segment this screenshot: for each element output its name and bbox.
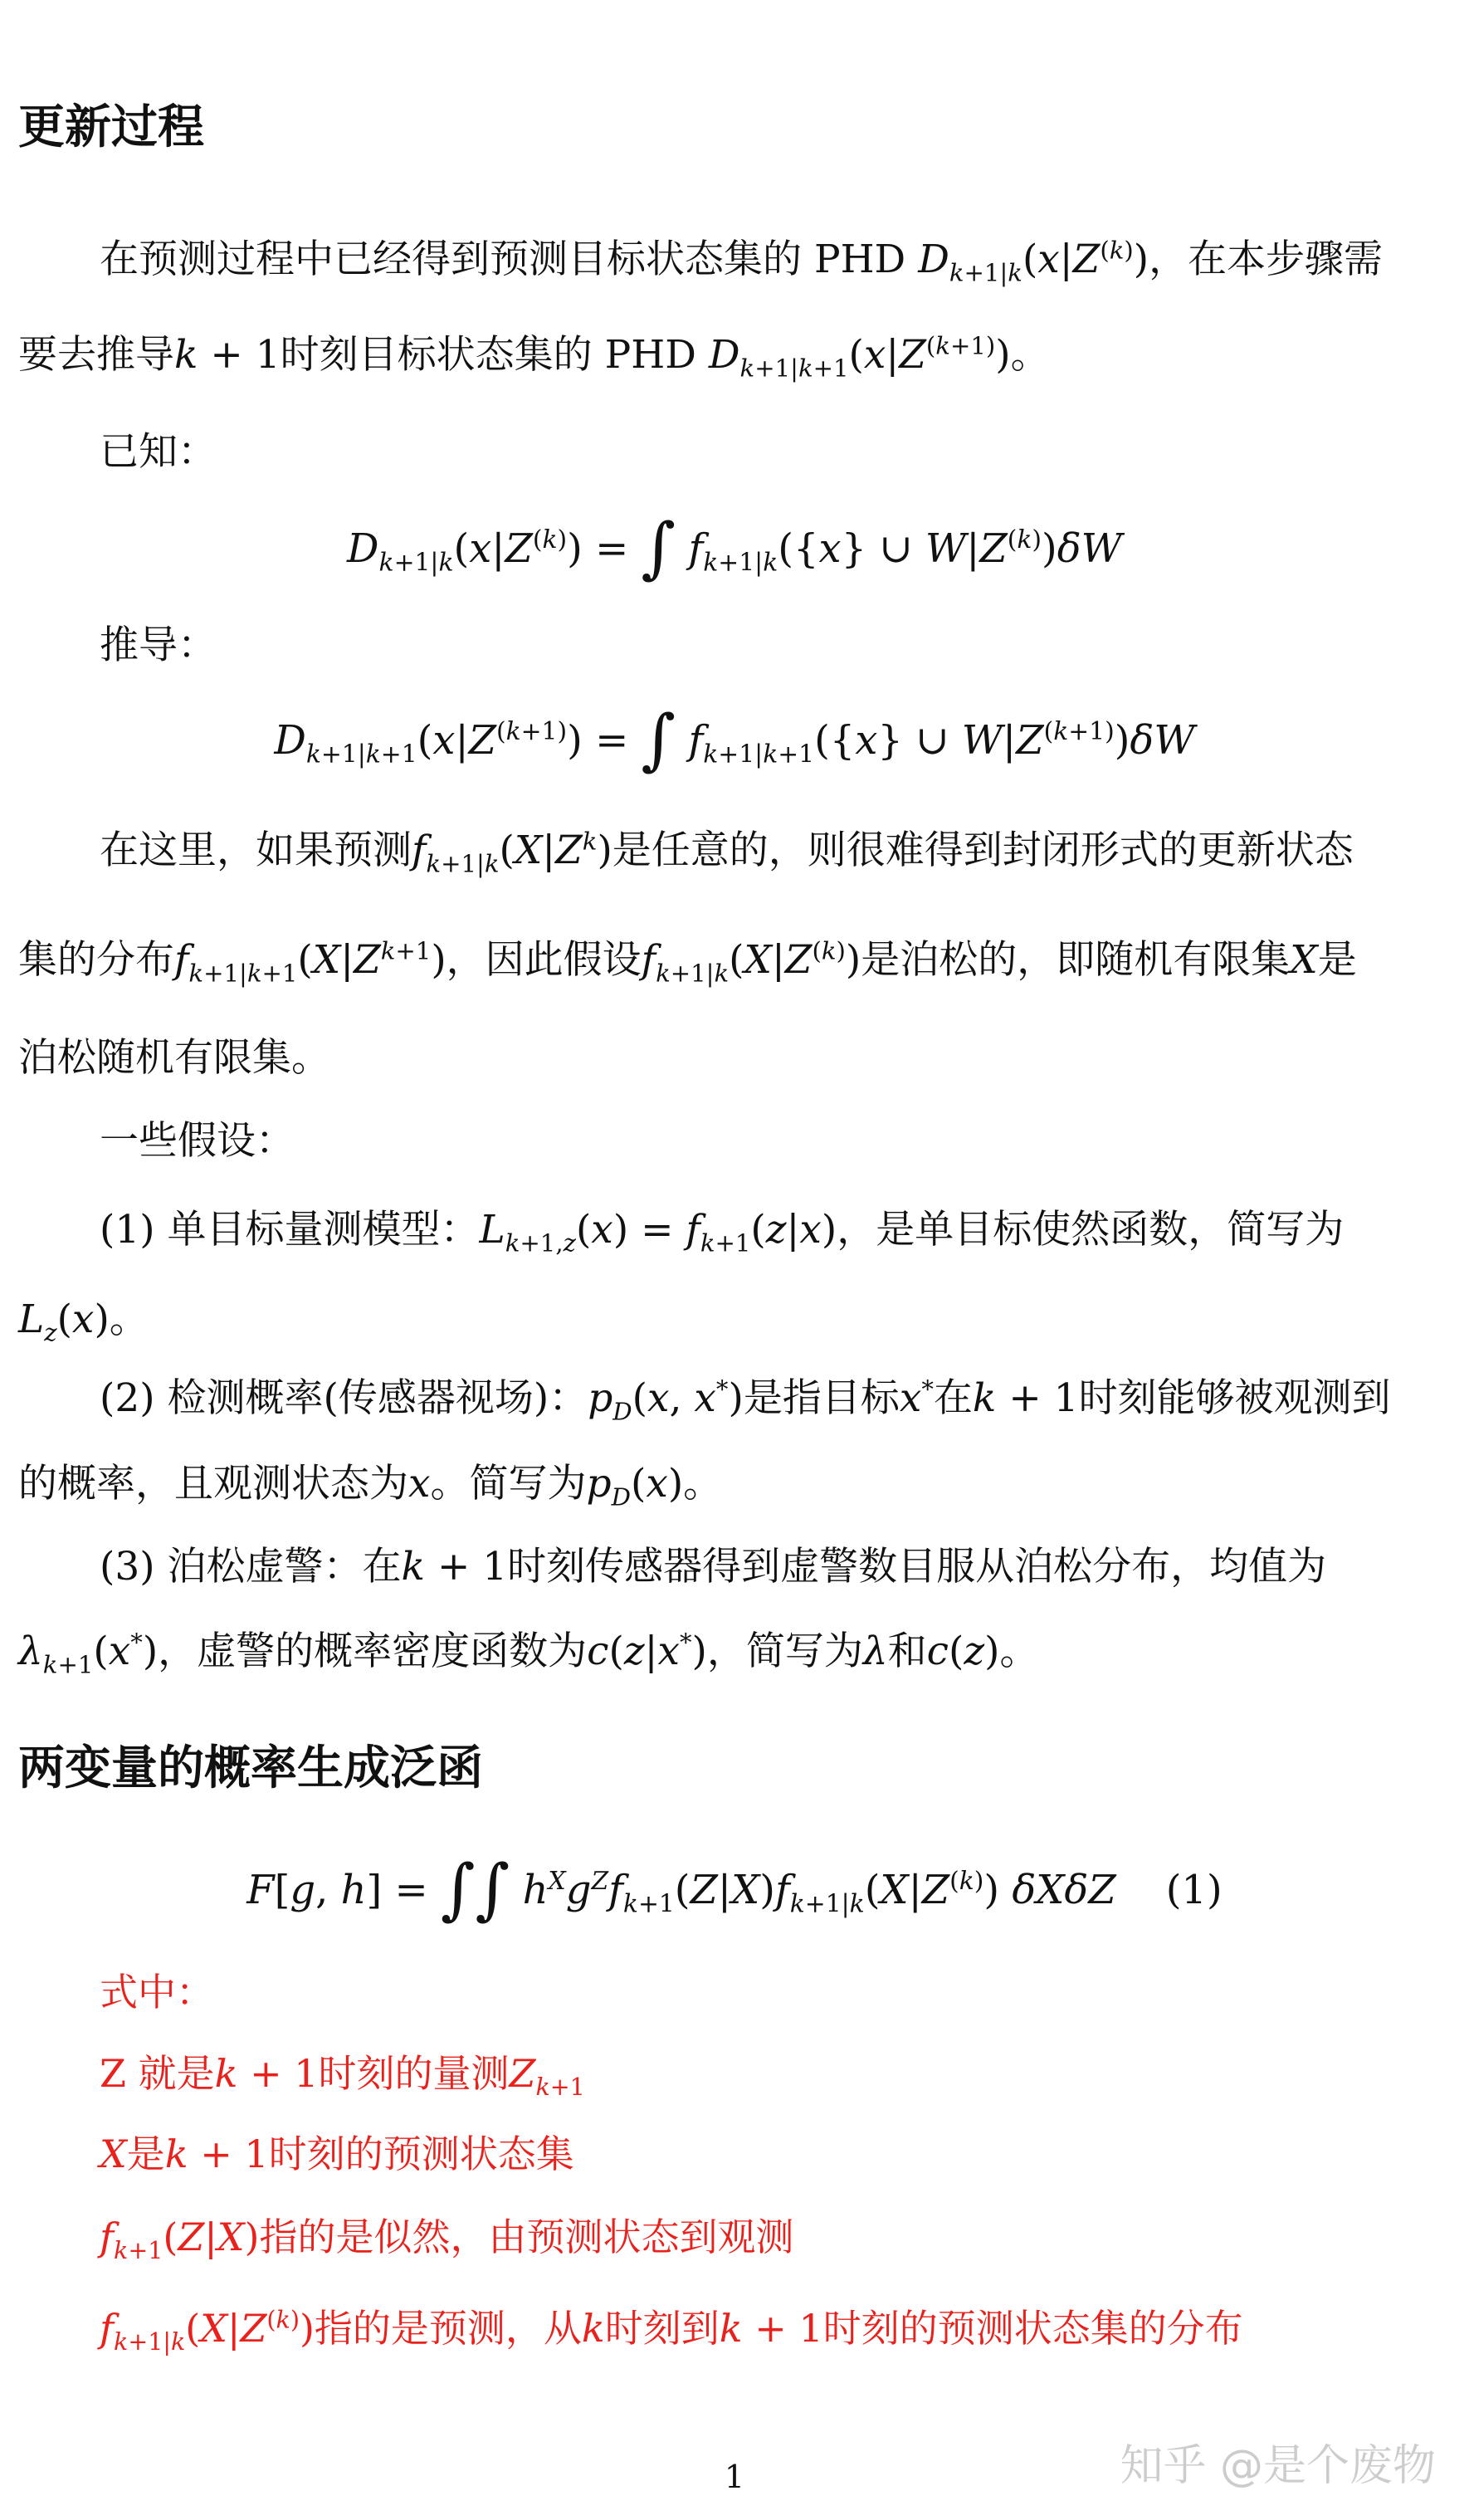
math-k-plus-1: k + 1 (214, 2051, 319, 2096)
para2-line1 (100, 826, 1354, 876)
section-heading-update: 更新过程 (18, 100, 204, 154)
para1-text-d: 时刻目标状态集的 PHD (280, 332, 709, 378)
para1-line1 (100, 235, 1383, 285)
math-cz: c(z) (926, 1629, 1000, 1674)
note4-text-b: 时刻到 (604, 2306, 720, 2351)
para2-text-a: 在这里，如果预测 (100, 828, 412, 873)
note4-text-c: 时刻的预测状态集的分布 (822, 2306, 1243, 2351)
math-k: k (581, 2306, 605, 2351)
notes-title: 式中： (100, 1970, 214, 2015)
math-k-plus-1: k + 1 (174, 332, 281, 378)
math-x-star: x* (899, 1375, 934, 1421)
math-f-update: $f_{k+1|k+1}(X|Z^{k+1})$ (174, 936, 447, 988)
math-Lz: $L_z(x)$ (18, 1297, 110, 1347)
math-X: X (1290, 937, 1318, 983)
a2-text-b: 是指目标 (743, 1375, 900, 1421)
assumption-3-line1 (100, 1542, 1326, 1592)
a2-text-g: 。 (683, 1461, 723, 1507)
para2-text-e: 是泊松的，即随机有限集 (861, 937, 1291, 983)
known-label: 已知： (100, 429, 217, 475)
note-4 (100, 2303, 1243, 2356)
a3-text-c: ，虚警的概率密度函数为 (158, 1629, 588, 1674)
a3-text-e: 和 (887, 1629, 927, 1674)
derive-label: 推导： (100, 623, 217, 668)
note-1 (100, 2049, 585, 2102)
math-lambda: $\lambda_{k+1}(x^*)$ (18, 1628, 159, 1679)
a2-text-d: 时刻能够被观测到 (1078, 1375, 1391, 1421)
math-D-pred: $D_{k+1|k}(x|Z^{(k)})$ (918, 236, 1149, 287)
a3-text-b: 时刻传感器得到虚警数目服从泊松分布，均值为 (507, 1544, 1327, 1590)
note-2 (100, 2129, 574, 2179)
math-Z-k-plus-1: $Z_{k+1}$ (509, 2051, 585, 2102)
note1-text-b: 时刻的量测 (318, 2051, 510, 2096)
para2-line3: 泊松随机有限集。 (18, 1035, 330, 1081)
equation-known: $D_{k+1|k}(x|Z^{(k)})$ = ∫ $f_{k+1|k}(\{x\}$ ∪ $W|Z^{(k)})\delta W$ (347, 509, 1122, 586)
a2-text-f: 。简写为 (430, 1461, 587, 1507)
assumption-1-line2 (18, 1295, 149, 1345)
a2-text-e: 的概率，且观测状态为 (18, 1461, 408, 1507)
equation-number: (1) (1165, 1867, 1223, 1913)
assumption-2-line2 (18, 1459, 723, 1512)
a2-text-a: (2) 检测概率(传感器视场)： (100, 1375, 588, 1421)
math-c: c(z|x*) (587, 1628, 707, 1674)
a1-text-b: ，是单目标使然函数，简写为 (837, 1207, 1345, 1253)
note2-text-a: 是 (126, 2132, 165, 2176)
math-k-plus-1: k + 1 (401, 1544, 508, 1590)
watermark: 知乎 @是个废物 (1120, 2441, 1436, 2491)
a3-text-f: 。 (999, 1629, 1039, 1674)
para2-text-b: 是任意的，则很难得到封闭形式的更新状态 (612, 828, 1354, 873)
math-lambda-short: λ (862, 1629, 888, 1674)
equation-1: F[g, h] = ∫∫ $h^Xg^Zf_{k+1}(Z|X)f_{k+1|k}(X|Z^{(k)})$ δXδZ (1) (246, 1850, 1223, 1927)
para1-text-e: 。 (1010, 332, 1050, 378)
math-k-plus-1: k + 1 (719, 2306, 823, 2351)
math-k-plus-1: k + 1 (164, 2132, 269, 2176)
math-k-plus-1: k + 1 (972, 1375, 1079, 1421)
para1-text-c: 要去推导 (18, 332, 174, 378)
math-pD-short: $p_D(x)$ (586, 1461, 684, 1512)
page-number: 1 (724, 2459, 745, 2495)
a2-text-c: 在 (933, 1375, 973, 1421)
note4-text-a: 指的是预测，从 (314, 2306, 582, 2351)
section-heading-pgfl: 两变量的概率生成泛函 (18, 1741, 483, 1795)
note-3 (100, 2212, 794, 2265)
a3-text-d: ，简写为 (706, 1629, 863, 1674)
math-X: X (100, 2132, 127, 2176)
math-f-pred: $f_{k+1|k}(X|Z^{(k)})$ (641, 936, 861, 988)
para2-line2 (18, 935, 1357, 988)
assumption-3-line2 (18, 1627, 1038, 1677)
math-f-pred-Zk: $f_{k+1|k}(X|Z^k)$ (412, 827, 612, 878)
a3-text-a: (3) 泊松虚警：在 (100, 1544, 402, 1590)
equation-derive: $D_{k+1|k+1}(x|Z^{(k+1)})$ = ∫ $f_{k+1|k+1}(\{x\}$ ∪ $W|Z^{(k+1)})\delta W$ (274, 701, 1195, 778)
para1-line2 (18, 330, 1050, 383)
a1-text-c: 。 (109, 1297, 149, 1342)
assumption-2-line1 (100, 1374, 1391, 1424)
math-L: $L_{k+1,z}(x) = f_{k+1}(z|x)$ (479, 1207, 837, 1258)
para2-text-d: ，因此假设 (446, 937, 642, 983)
a1-text-a: (1) 单目标量测模型： (100, 1207, 480, 1253)
note2-text-b: 时刻的预测状态集 (268, 2132, 574, 2176)
para2-text-c: 集的分布 (18, 937, 174, 983)
math-x: x (408, 1461, 431, 1507)
math-pD: $p_D(x$, x*) (588, 1375, 744, 1426)
assumptions-label: 一些假设： (100, 1118, 295, 1164)
math-D-update: $D_{k+1|k+1}(x|Z^{(k+1)})$ (708, 331, 1011, 383)
note3-text-a: 指的是似然，由预测状态到观测 (259, 2215, 794, 2259)
math-prediction: $f_{k+1|k}(X|Z^{(k)})$ (100, 2306, 315, 2356)
para1-text-a: 在预测过程中已经得到预测目标状态集的 PHD (100, 237, 919, 282)
note1-text-a: Z 就是 (100, 2051, 215, 2096)
assumption-1-line1 (100, 1205, 1345, 1258)
para2-text-f: 是 (1317, 937, 1357, 983)
math-likelihood: $f_{k+1}(Z|X)$ (100, 2215, 260, 2265)
para1-text-b: ，在本步骤需 (1149, 237, 1384, 282)
